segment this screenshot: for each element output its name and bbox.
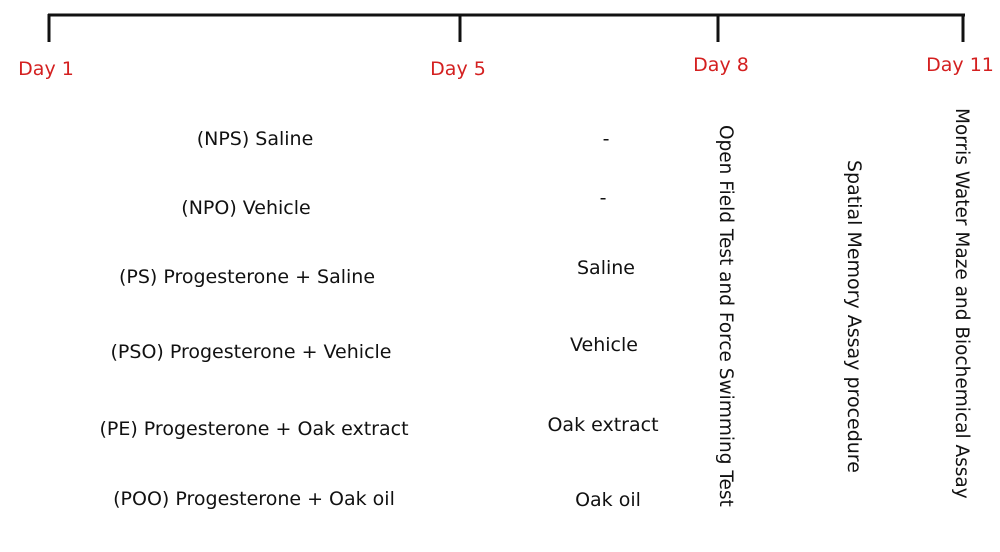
- group-label-nps: (NPS) Saline: [196, 128, 314, 150]
- group-label-poo: (POO) Progesterone + Oak oil: [113, 488, 395, 510]
- procedure-label-day-8: Open Field Test and Force Swimming Test: [715, 125, 736, 507]
- day-label-11: Day 11: [926, 54, 994, 76]
- treatment-label-pe: Oak extract: [547, 414, 659, 436]
- treatment-label-npo: -: [599, 187, 607, 209]
- group-label-ps: (PS) Progesterone + Saline: [118, 266, 376, 288]
- day-label-1: Day 1: [18, 58, 74, 80]
- day-label-8: Day 8: [693, 54, 749, 76]
- procedure-label-spatial: Spatial Memory Assay procedure: [843, 160, 865, 473]
- treatment-label-poo: Oak oil: [575, 489, 641, 511]
- procedure-label-day-11: Morris Water Maze and Biochemical Assay: [951, 108, 972, 499]
- treatment-label-pso: Vehicle: [570, 334, 638, 356]
- group-label-pe: (PE) Progesterone + Oak extract: [99, 418, 409, 440]
- day-label-5: Day 5: [430, 58, 486, 80]
- treatment-label-ps: Saline: [577, 257, 635, 279]
- group-label-npo: (NPO) Vehicle: [181, 197, 311, 219]
- group-label-pso: (PSO) Progesterone + Vehicle: [110, 341, 392, 363]
- treatment-label-nps: -: [602, 128, 610, 150]
- timeline-axis: [0, 0, 1000, 60]
